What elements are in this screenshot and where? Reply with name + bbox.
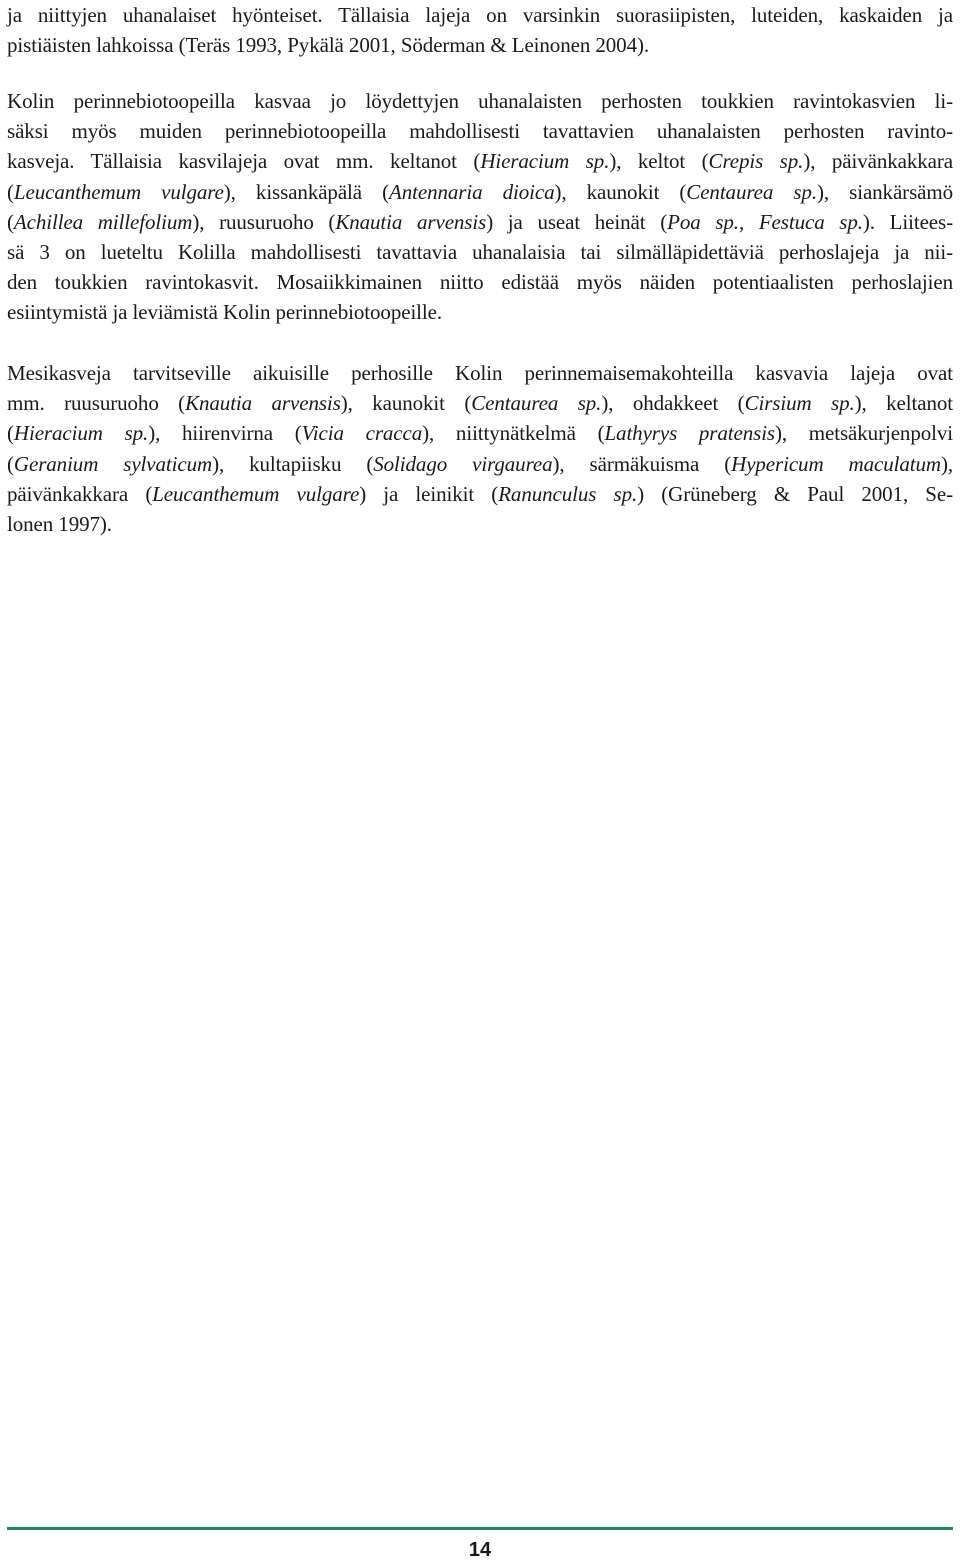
text-run: lonen 1997). (7, 512, 112, 536)
text-run: ), ohdakkeet ( (601, 391, 745, 416)
text-line (7, 449, 953, 479)
text-run: säksi myös muiden perinnebiotoopeilla mahdollisesti tavattavien uhanalaisten perhosten ravinto- (7, 119, 953, 144)
text-run: Mesikasveja tarvitseville aikuisille perhosille Kolin perinnemaisemakohteilla kasvavia lajeja ovat (7, 361, 953, 385)
text-run: ), särmäkuisma ( (552, 451, 732, 476)
italic-species-name: Centaurea sp. (686, 179, 817, 204)
text-line (7, 479, 953, 509)
text-run: ), siankärsämö (817, 179, 954, 204)
italic-species-name: Centaurea sp. (471, 391, 602, 416)
text-run: ), (940, 451, 953, 476)
text-run: ), kultapiisku ( (212, 451, 374, 476)
italic-species-name: Achillea millefolium (13, 209, 193, 234)
italic-species-name: Ranunculus sp. (498, 481, 638, 506)
italic-species-name: Leucanthemum vulgare (152, 481, 360, 506)
text-line (7, 30, 649, 60)
text-run: mm. ruusuruoho ( (7, 391, 186, 416)
text-line (7, 509, 112, 539)
italic-species-name: Hieracium sp. (480, 149, 610, 174)
text-run: ( (7, 209, 14, 234)
text-line (7, 388, 953, 418)
text-run: ja niittyjen uhanalaiset hyönteiset. Tällaisia lajeja on varsinkin suorasiipisten, luteiden, kaskaiden ja (7, 3, 953, 27)
italic-species-name: Solidago virgaurea (373, 451, 553, 476)
text-line (7, 358, 953, 388)
text-line (7, 146, 953, 176)
italic-species-name: Hieracium sp. (13, 421, 149, 446)
text-run: ) ja useat heinät ( (486, 209, 668, 234)
text-run: ). Liitees- (862, 209, 953, 234)
italic-species-name: Antennaria dioica (389, 179, 555, 204)
footer-rule (7, 1527, 953, 1530)
text-run: , (738, 209, 759, 234)
text-line (7, 418, 953, 448)
text-run: ), metsäkurjenpolvi (775, 421, 953, 446)
text-line (7, 86, 953, 116)
italic-species-name: Lathyrys pratensis (604, 421, 776, 446)
text-line (7, 267, 953, 297)
text-line (7, 237, 953, 267)
text-line (7, 207, 953, 237)
text-line (7, 177, 953, 207)
italic-species-name: Geranium sylvaticum (13, 451, 213, 476)
italic-species-name: Poa sp. (667, 209, 739, 234)
text-run: ), kaunokit ( (554, 179, 687, 204)
italic-species-name: Festuca sp. (758, 209, 863, 234)
text-run: ), päivänkakkara (803, 149, 953, 174)
text-run: kasveja. Tällaisia kasvilajeja ovat mm. keltanot ( (7, 149, 481, 174)
text-run: ), kaunokit ( (340, 391, 472, 416)
text-run: ) (Grüneberg & Paul 2001, Se- (637, 481, 953, 506)
text-line (7, 0, 953, 30)
text-run: pistiäisten lahkoissa (Teräs 1993, Pykälä 2001, Söderman & Leinonen 2004). (7, 33, 650, 58)
text-run: ), keltanot (854, 391, 953, 416)
italic-species-name: Knautia arvensis (185, 391, 341, 416)
italic-species-name: Knautia arvensis (335, 209, 487, 234)
text-run: sä 3 on lueteltu Kolilla mahdollisesti tavattavia uhanalaisia tai silmälläpidettäviä perhoslajeja ja nii- (7, 240, 953, 264)
italic-species-name: Cirsium sp. (744, 391, 855, 416)
text-run: ( (7, 421, 14, 446)
text-run: ( (7, 179, 14, 204)
text-run: den toukkien ravintokasvit. Mosaiikkimainen niitto edistää myös näiden potentiaalisten perhoslajien (7, 270, 953, 295)
italic-species-name: Hypericum maculatum (731, 451, 941, 476)
text-run: esiintymistä ja leviämistä Kolin perinnebiotoopeille. (7, 300, 443, 325)
text-run: ) ja leinikit ( (359, 481, 499, 506)
text-run: Kolin perinnebiotoopeilla kasvaa jo löydettyjen uhanalaisten perhosten toukkien ravintokasvien li- (7, 89, 953, 113)
text-line (7, 297, 442, 327)
text-run: ( (7, 451, 14, 476)
text-line (7, 116, 953, 146)
text-run: ), hiirenvirna ( (148, 421, 302, 446)
text-run: ), ruusuruoho ( (192, 209, 336, 234)
italic-species-name: Leucanthemum vulgare (13, 179, 224, 204)
italic-species-name: Crepis sp. (708, 149, 804, 174)
text-run: ), kissankäpälä ( (223, 179, 389, 204)
text-run: päivänkakkara ( (7, 481, 153, 506)
text-run: ), keltot ( (609, 149, 709, 174)
text-run: ), niittynätkelmä ( (422, 421, 605, 446)
italic-species-name: Vicia cracca (301, 421, 423, 446)
page-number: 14 (468, 1539, 492, 1561)
